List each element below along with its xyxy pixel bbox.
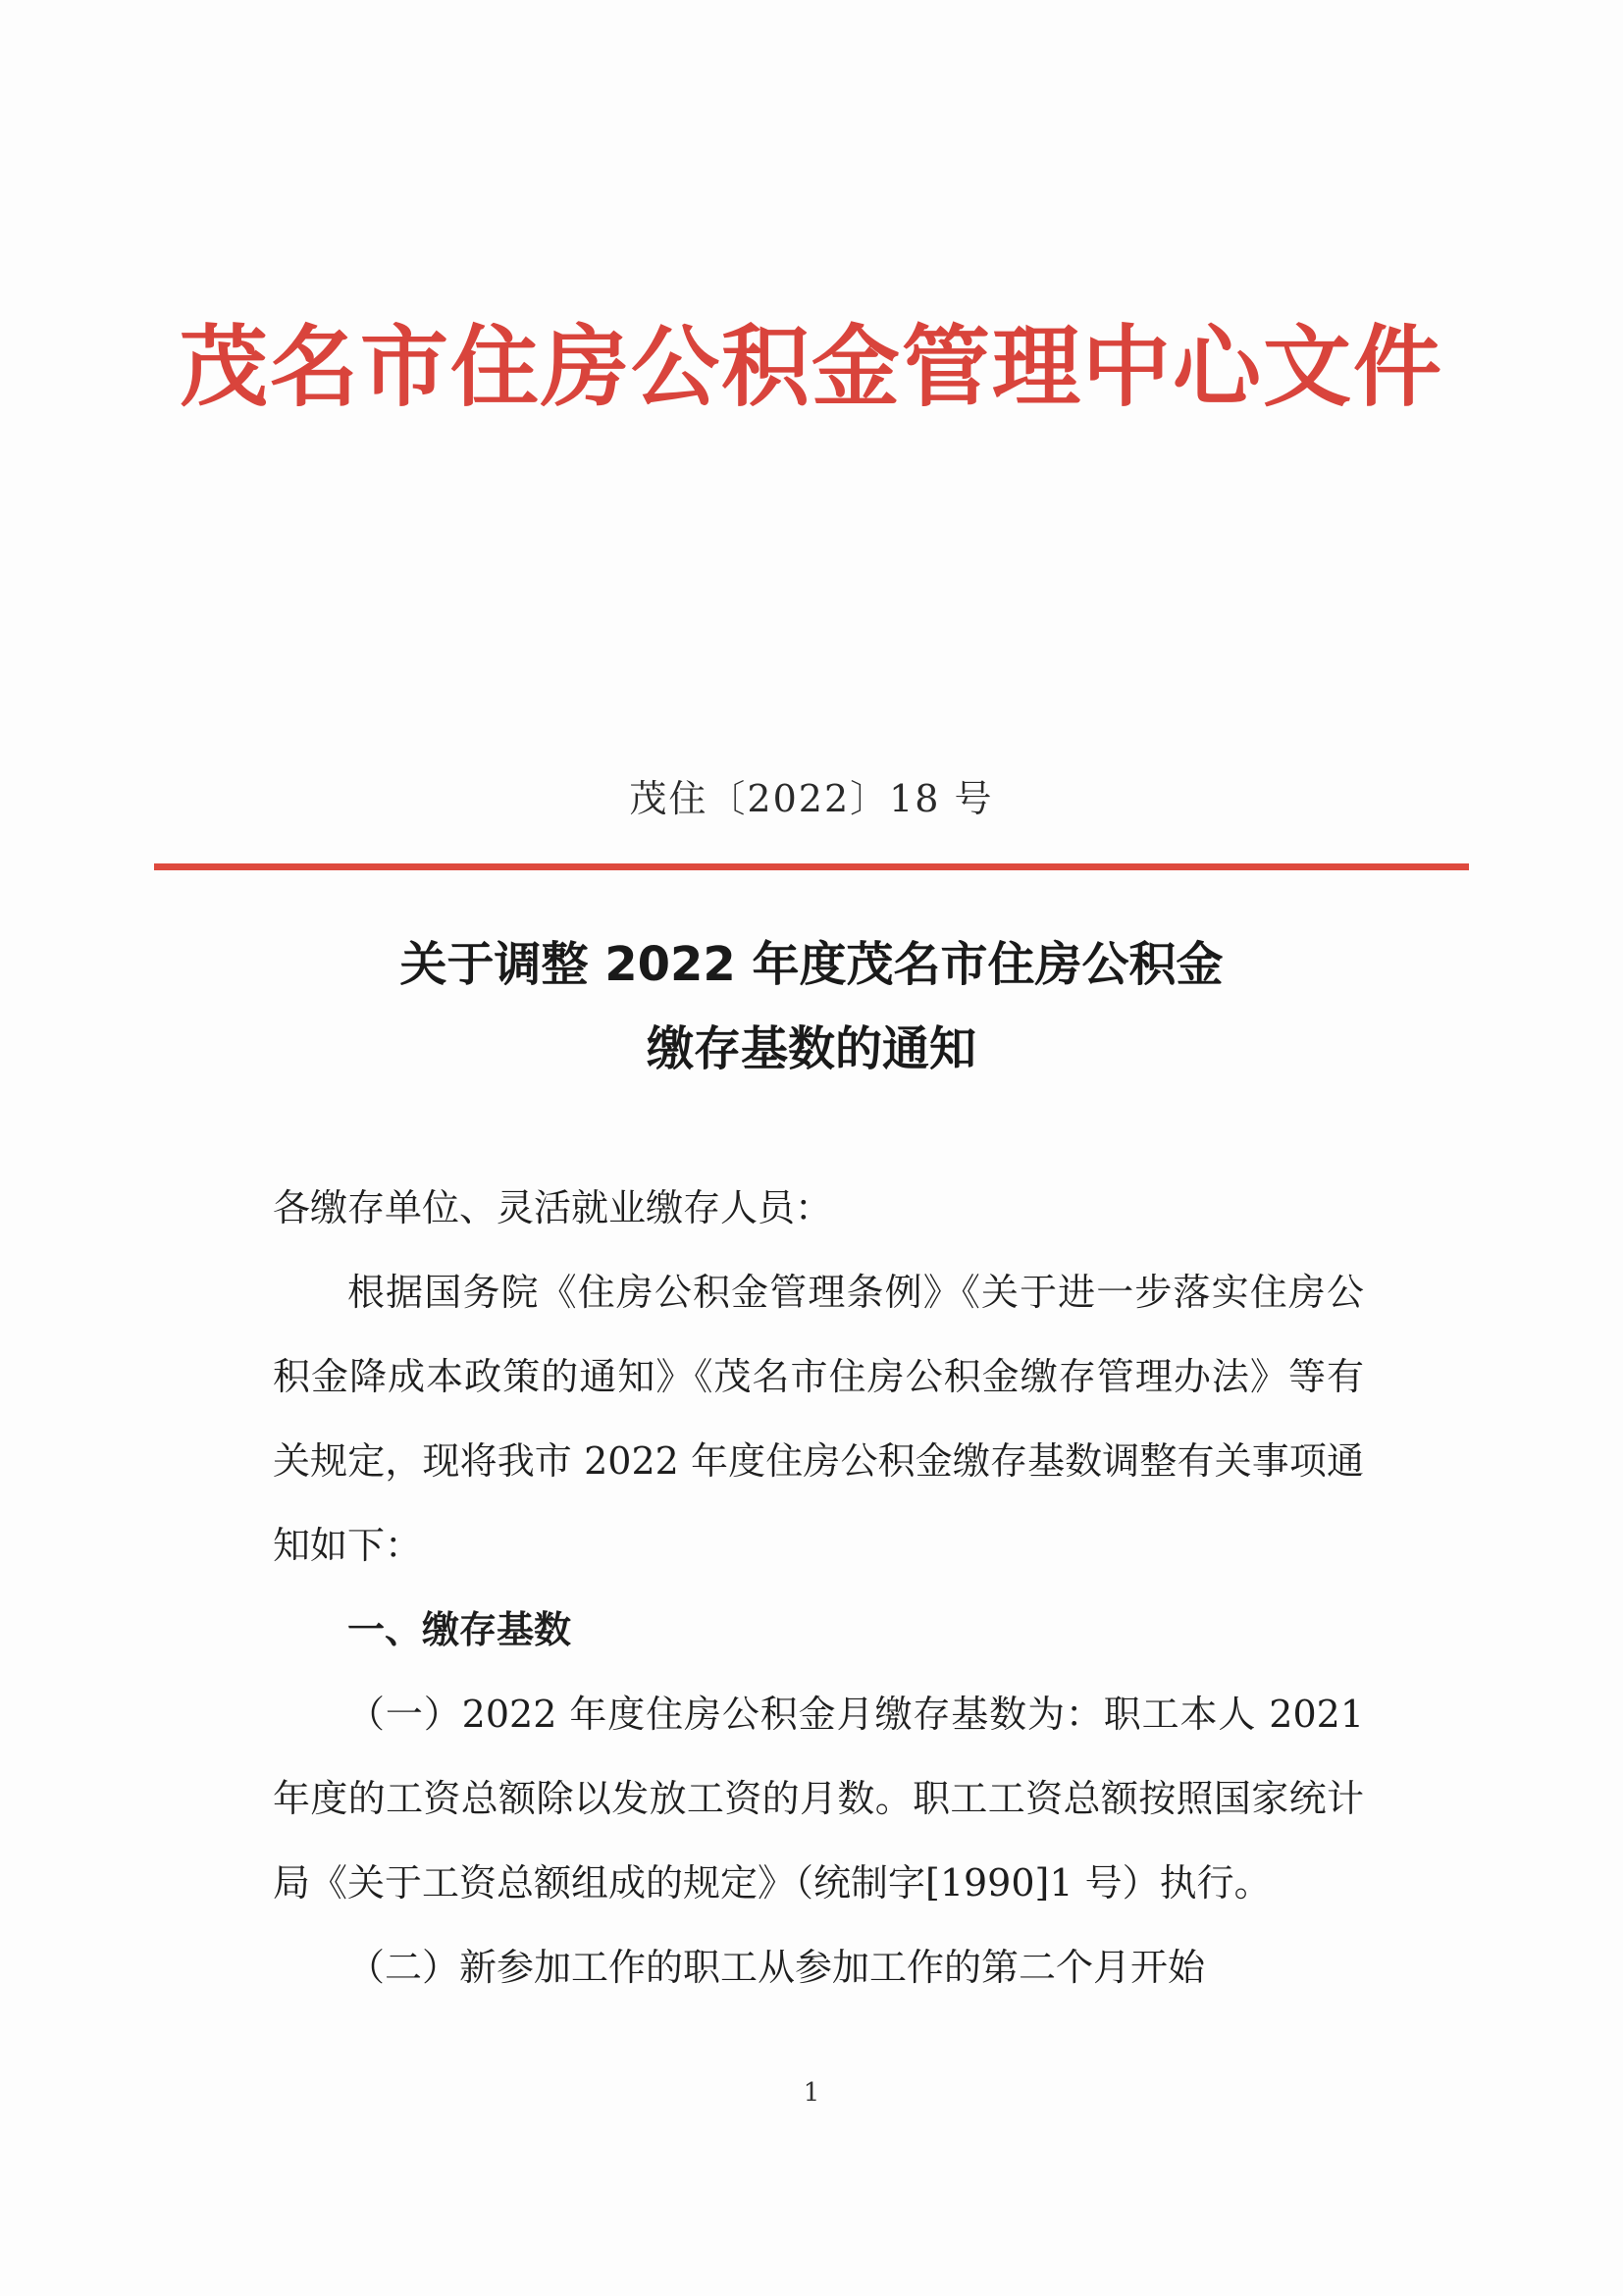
document-number: 茂住〔2022〕18 号	[629, 777, 994, 820]
intro-paragraph: 根据国务院《住房公积金管理条例》《关于进一步落实住房公积金降成本政策的通知》《茂名市住房公积金缴存管理办法》等有关规定，现将我市 2022 年度住房公积金缴存基数调整有关事项通知如下：	[273, 1271, 1364, 1567]
masthead-title: 茂名市住房公积金管理中心文件	[180, 316, 1443, 419]
notice-title-line-1: 关于调整 2022 年度茂名市住房公积金	[399, 937, 1224, 992]
section-heading-1: 一、缴存基数	[347, 1608, 572, 1651]
item-paragraph-1: （一）2022 年度住房公积金月缴存基数为：职工本人 2021 年度的工资总额除以发放工资的月数。职工工资总额按照国家统计局《关于工资总额组成的规定》（统制字[1990]1 号）执行。	[273, 1693, 1364, 1905]
red-divider	[154, 863, 1469, 870]
notice-title	[0, 922, 1623, 1091]
page-number: 1	[803, 2078, 820, 2108]
salutation: 各缴存单位、灵活就业缴存人员：	[273, 1186, 833, 1229]
notice-title-line-2: 缴存基数的通知	[646, 1021, 976, 1076]
item-paragraph-2: （二）新参加工作的职工从参加工作的第二个月开始	[347, 1946, 1206, 1989]
notice-body	[273, 1166, 1364, 2009]
